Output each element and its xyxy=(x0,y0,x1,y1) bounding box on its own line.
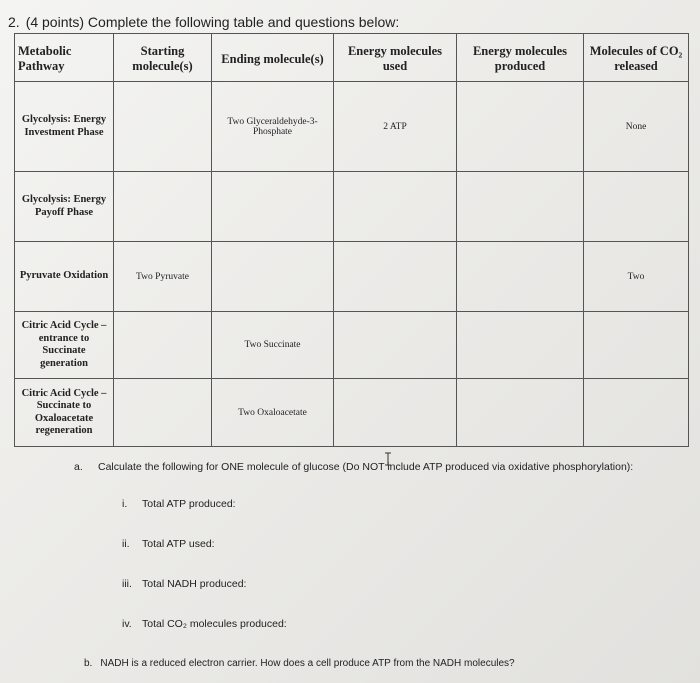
part-b-text: NADH is a reduced electron carrier. How does a cell produce ATP from the NADH molecules? xyxy=(100,658,515,669)
subquestion-text: Total ATP produced: xyxy=(142,498,236,510)
table-cell[interactable] xyxy=(212,242,334,312)
header-starting-molecules: Starting molecule(s) xyxy=(114,34,212,82)
table-cell[interactable] xyxy=(584,379,689,447)
table-cell[interactable] xyxy=(212,172,334,242)
part-a-letter: a. xyxy=(74,461,83,473)
question-number: 2. xyxy=(8,14,20,30)
row-label: Citric Acid Cycle – Succinate to Oxaloacetate regeneration xyxy=(15,379,114,447)
subquestion-total-atp-produced xyxy=(122,498,236,510)
table-cell[interactable]: Two Pyruvate xyxy=(114,242,212,312)
part-b xyxy=(84,658,515,669)
row-label: Citric Acid Cycle – entrance to Succinate generation xyxy=(15,312,114,379)
subquestion-text: Total ATP used: xyxy=(142,538,215,550)
table-cell[interactable] xyxy=(114,312,212,379)
metabolism-table xyxy=(14,33,688,446)
table-cell[interactable] xyxy=(457,379,584,447)
header-energy-produced: Energy molecules produced xyxy=(457,34,584,82)
table-cell[interactable]: Two xyxy=(584,242,689,312)
table-row xyxy=(15,242,689,312)
row-label: Pyruvate Oxidation xyxy=(15,242,114,312)
table-cell[interactable] xyxy=(457,242,584,312)
table-row xyxy=(15,82,689,172)
header-energy-used: Energy molecules used xyxy=(334,34,457,82)
header-co2-released: Molecules of CO₂ released xyxy=(584,34,689,82)
row-label: Glycolysis: Energy Investment Phase xyxy=(15,82,114,172)
table-cell[interactable]: Two Glyceraldehyde-3-Phosphate xyxy=(212,82,334,172)
part-a-text: Calculate the following for ONE molecule of glucose (Do NOT include ATP produced via oxidative phosphorylation): xyxy=(98,461,634,473)
table-cell[interactable] xyxy=(334,379,457,447)
part-b-letter: b. xyxy=(84,658,93,669)
table-cell[interactable] xyxy=(457,172,584,242)
header-ending-molecules: Ending molecule(s) xyxy=(212,34,334,82)
subquestion-numeral: iii. xyxy=(122,578,132,590)
table-cell[interactable] xyxy=(114,172,212,242)
subquestion-numeral: ii. xyxy=(122,538,130,550)
table-cell[interactable] xyxy=(114,379,212,447)
table-cell[interactable] xyxy=(584,172,689,242)
question-heading xyxy=(8,14,399,30)
table-cell[interactable] xyxy=(114,82,212,172)
header-metabolic-pathway: Metabolic Pathway xyxy=(15,34,114,82)
subquestion-total-atp-used xyxy=(122,538,215,550)
table-cell[interactable] xyxy=(334,242,457,312)
subquestion-numeral: iv. xyxy=(122,618,132,630)
table-row xyxy=(15,379,689,447)
table-cell[interactable] xyxy=(334,172,457,242)
table-header-row xyxy=(15,34,689,82)
subquestion-text: Total NADH produced: xyxy=(142,578,247,590)
table-cell[interactable] xyxy=(457,312,584,379)
row-label: Glycolysis: Energy Payoff Phase xyxy=(15,172,114,242)
table-cell[interactable]: None xyxy=(584,82,689,172)
table-row xyxy=(15,172,689,242)
table-cell[interactable] xyxy=(334,312,457,379)
subquestion-text: Total CO₂ molecules produced: xyxy=(142,618,287,630)
table-cell[interactable] xyxy=(457,82,584,172)
table-cell[interactable]: Two Oxaloacetate xyxy=(212,379,334,447)
table-row xyxy=(15,312,689,379)
subquestion-total-co2-produced xyxy=(122,618,287,630)
part-a xyxy=(74,461,634,474)
table-cell[interactable]: Two Succinate xyxy=(212,312,334,379)
table-cell[interactable] xyxy=(584,312,689,379)
question-text: (4 points) Complete the following table and questions below: xyxy=(25,14,400,30)
subquestion-numeral: i. xyxy=(122,498,128,510)
subquestion-total-nadh-produced xyxy=(122,578,246,590)
table-cell[interactable]: 2 ATP xyxy=(334,82,457,172)
